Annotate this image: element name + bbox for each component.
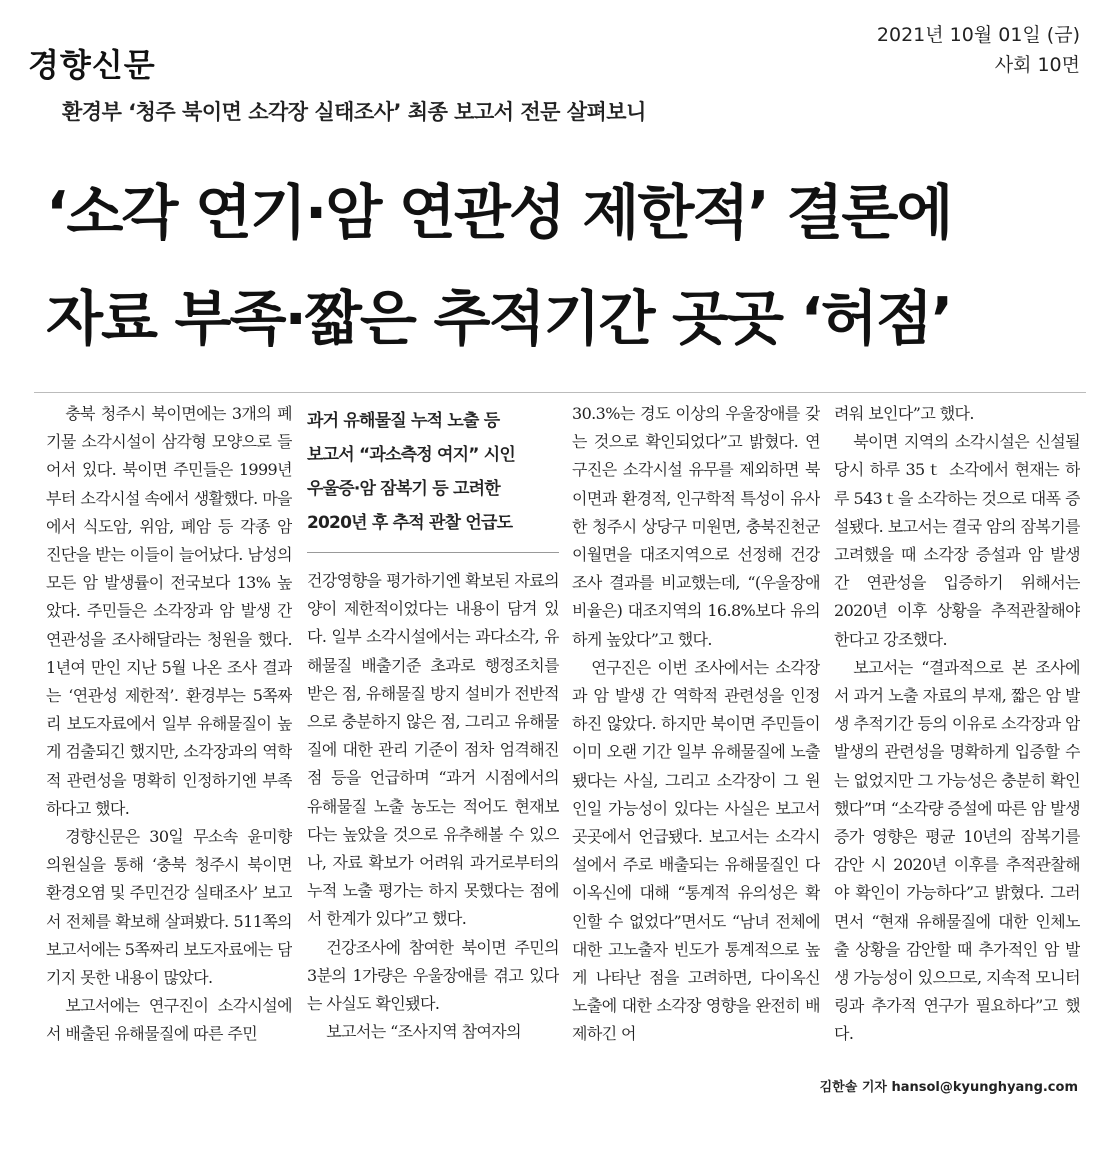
publication-date: 2021년 10월 01일 (금) (876, 24, 1080, 46)
summary-box (307, 400, 559, 553)
byline: 김한솔 기자 hansol@kyunghyang.com (819, 1080, 1078, 1095)
paragraph: 30.3%는 경도 이상의 우울장애를 갖는 것으로 확인되었다”고 밝혔다. 연구진은 소각시설 유무를 제외하면 북이면과 환경적, 인구학적 특성이 유사한 청주시 상당구 미원면, 충북진천군 이월면을 대조지역으로 선정해 건강조사 결과를 비교했는데, “(우울장애 비율은) 대조지역의 16.8%보다 유의하게 높았다”고 했다. (572, 404, 820, 649)
article-column-1 (46, 400, 292, 1100)
sub-headline: 환경부 ‘청주 북이면 소각장 실태조사’ 최종 보고서 전문 살펴보니 (62, 100, 646, 124)
paragraph: 충북 청주시 북이면에는 3개의 폐기물 소각시설이 삼각형 모양으로 들어서 있다. 북이면 주민들은 1999년부터 소각시설 속에서 생활했다. 마을에서 식도암, 위암, 폐암 등 각종 암 진단을 받는 이들이 늘어났다. 남성의 모든 암 발생률이 전국보다 13% 높았다. 주민들은 소각장과 암 발생 간 연관성을 조사해달라는 청원을 했다. 1년여 만인 지난 5월 나온 조사 결과는 ‘연관성 제한적’. 환경부는 5쪽짜리 보도자료에서 일부 유해물질이 높게 검출되긴 했지만, 소각장과의 역학적 관련성을 명확히 인정하기엔 부족하다고 했다. (46, 404, 292, 818)
page-section: 사회 10면 (994, 54, 1080, 76)
paragraph: 연구진은 이번 조사에서는 소각장과 암 발생 간 역학적 관련성을 인정하진 않았다. 하지만 북이면 주민들이 이미 오랜 기간 일부 유해물질에 노출됐다는 사실, 그리고 소각장이 그 원인일 가능성이 있다는 사실은 보고서 곳곳에서 언급됐다. 보고서는 소각시설에서 주로 배출되는 유해물질인 다이옥신에 대해 “통계적 유의성은 확인할 수 없었다”면서도 “남녀 전체에 대한 고노출자 빈도가 통계적으로 높게 나타난 점을 고려하면, 다이옥신 노출에 대한 소각장 영향을 완전히 배제하긴 어 (572, 657, 820, 1044)
paragraph: 보고서는 “결과적으로 본 조사에서 과거 노출 자료의 부재, 짧은 암 발생 추적기간 등의 이유로 소각장과 암 발생의 관련성을 명확하게 입증할 수는 없었지만 그 가능성은 충분히 확인했다”며 “소각량 증설에 따른 암 발생 증가 영향은 평균 10년의 잠복기를 감안 시 2020년 이후를 추적관찰해야 확인이 가능하다”고 밝혔다. 그러면서 “현재 유해물질에 대한 인체노출 상황을 감안할 때 추가적인 암 발생 가능성이 있으므로, 지속적 모니터링과 추가적 연구가 필요하다”고 했다. (834, 657, 1080, 1044)
paragraph: 건강영향을 평가하기엔 확보된 자료의 양이 제한적이었다는 내용이 담겨 있다. 일부 소각시설에서는 과다소각, 유해물질 배출기준 초과로 행정조치를 받은 점, 유해물질 방지 설비가 전반적으로 충분하지 않은 점, 그리고 유해물질에 대한 관리 기준이 점차 엄격해진 점 등을 언급하며 “과거 시점에서의 유해물질 노출 농도는 적어도 현재보다는 높았을 것으로 유추해볼 수 있으나, 자료 확보가 어려워 과거로부터의 누적 노출 평가는 하지 못했다는 점에서 한계가 있다”고 했다. (307, 571, 559, 929)
headline-line-2: 자료 부족·짧은 추적기간 곳곳 ‘허점’ (46, 284, 952, 353)
article-column-3 (572, 400, 820, 1100)
article-column-2 (307, 400, 559, 1100)
paragraph: 북이면 지역의 소각시설은 신설될 당시 하루 35ｔ 소각에서 현재는 하루 543ｔ을 소각하는 것으로 대폭 증설됐다. 보고서는 결국 암의 잠복기를 고려했을 때 소각장 증설과 암 발생 간 연관성을 입증하기 위해서는 2020년 이후 상황을 추적관찰해야 한다고 강조했다. (834, 432, 1080, 649)
paragraph: 려워 보인다”고 했다. (834, 404, 974, 423)
main-headline (46, 160, 1086, 372)
paragraph: 경향신문은 30일 무소속 윤미향 의원실을 통해 ‘충북 청주시 북이면 환경오염 및 주민건강 실태조사’ 보고서 전체를 확보해 살펴봤다. 511쪽의 보고서에는 5쪽짜리 보도자료에는 담기지 못한 내용이 많았다. (46, 827, 292, 988)
paragraph: 보고서는 “조사지역 참여자의 (326, 1022, 522, 1042)
headline-line-1: ‘소각 연기·암 연관성 제한적’ 결론에 (46, 178, 952, 247)
masthead-logo: 경향신문 (28, 46, 156, 84)
paragraph: 건강조사에 참여한 북이면 주민의 3분의 1가량은 우울장애를 겪고 있다는 사실도 확인됐다. (307, 937, 559, 1014)
headline-divider (34, 392, 1086, 393)
paragraph: 보고서에는 연구진이 소각시설에서 배출된 유해물질에 따른 주민 (46, 996, 292, 1044)
summary-line-4: 2020년 후 추적 관찰 언급도 (307, 513, 513, 533)
summary-line-2: 보고서 “과소측정 여지” 시인 (307, 445, 515, 465)
summary-line-3: 우울증·암 잠복기 등 고려한 (307, 479, 500, 499)
dateline (877, 20, 1080, 80)
article-column-4 (834, 400, 1080, 1100)
summary-line-1: 과거 유해물질 누적 노출 등 (307, 411, 500, 431)
